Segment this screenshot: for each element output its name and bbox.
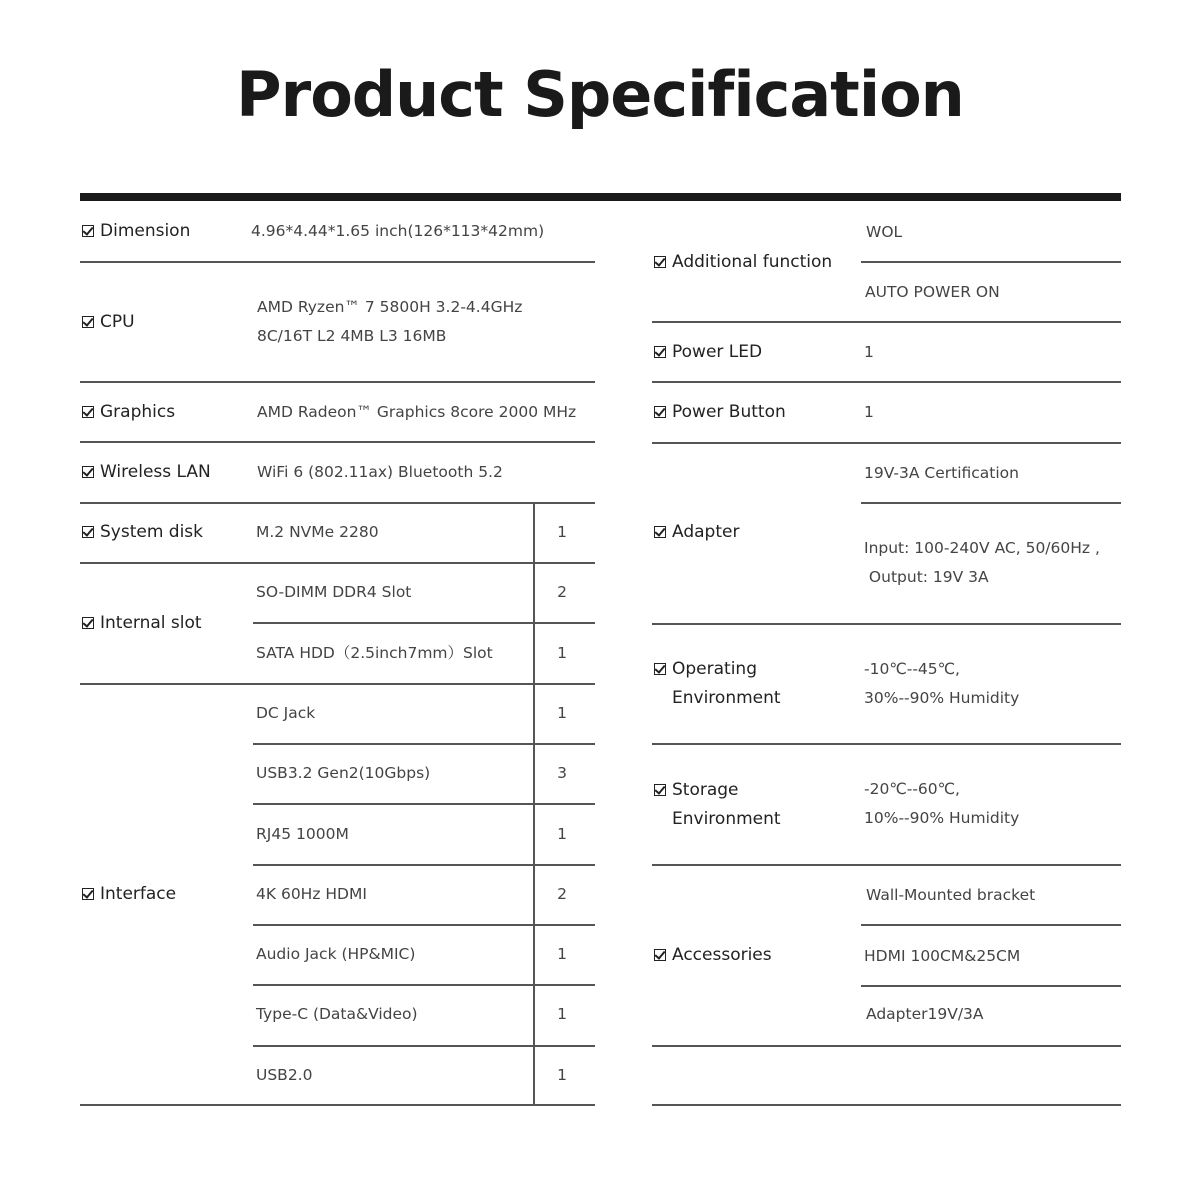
divider	[80, 502, 595, 504]
spec-label-wireless-lan: Wireless LAN	[82, 458, 211, 487]
divider	[80, 381, 595, 383]
spec-label-storage-environment: Storage Environment	[654, 776, 781, 834]
spec-qty-system-disk: 1	[557, 523, 567, 541]
checkbox-icon	[82, 406, 94, 418]
spec-qty-rj45: 1	[557, 825, 567, 843]
divider	[253, 743, 595, 745]
checkbox-icon	[654, 526, 666, 538]
spec-value-wall-mount: Wall-Mounted bracket	[866, 886, 1036, 904]
spec-value-system-disk: M.2 NVMe 2280	[256, 523, 379, 541]
spec-value-so-dimm: SO-DIMM DDR4 Slot	[256, 583, 412, 601]
divider	[253, 864, 595, 866]
spec-value-hdmi-cable: HDMI 100CM&25CM	[864, 947, 1021, 965]
spec-qty-dc-jack: 1	[557, 704, 567, 722]
spec-value-audio-jack: Audio Jack (HP&MIC)	[256, 945, 416, 963]
checkbox-icon	[82, 617, 94, 629]
divider	[652, 442, 1121, 444]
spec-label-additional-function: Additional function	[654, 248, 832, 277]
divider	[253, 622, 595, 624]
divider	[253, 803, 595, 805]
divider	[652, 1104, 1121, 1106]
spec-qty-type-c: 1	[557, 1005, 567, 1023]
spec-value-type-c: Type-C (Data&Video)	[256, 1005, 418, 1023]
spec-value-adapter-accessory: Adapter19V/3A	[866, 1005, 984, 1023]
checkbox-icon	[82, 225, 94, 237]
divider	[80, 562, 595, 564]
spec-qty-audio-jack: 1	[557, 945, 567, 963]
spec-value-sata-hdd: SATA HDD（2.5inch7mm）Slot	[256, 644, 493, 662]
spec-value-adapter-cert: 19V-3A Certification	[864, 464, 1019, 482]
divider	[80, 441, 595, 443]
divider	[652, 321, 1121, 323]
checkbox-icon	[654, 256, 666, 268]
checkbox-icon	[82, 888, 94, 900]
spec-value-usb32: USB3.2 Gen2(10Gbps)	[256, 764, 431, 782]
divider	[861, 924, 1121, 926]
divider	[861, 502, 1121, 504]
spec-label-graphics: Graphics	[82, 398, 175, 427]
spec-value-wol: WOL	[866, 223, 903, 241]
spec-value-auto-power-on: AUTO POWER ON	[865, 283, 1000, 301]
divider	[652, 1045, 1121, 1047]
page-title: Product Specification	[236, 58, 964, 131]
spec-value-power-button: 1	[864, 403, 874, 421]
spec-qty-hdmi: 2	[557, 885, 567, 903]
spec-label-power-led: Power LED	[654, 338, 762, 367]
divider	[253, 984, 595, 986]
checkbox-icon	[82, 466, 94, 478]
spec-label-dimension: Dimension	[82, 217, 190, 246]
spec-value-hdmi: 4K 60Hz HDMI	[256, 885, 367, 903]
checkbox-icon	[82, 316, 94, 328]
spec-value-rj45: RJ45 1000M	[256, 825, 349, 843]
divider	[861, 261, 1121, 263]
divider	[253, 924, 595, 926]
divider	[652, 623, 1121, 625]
checkbox-icon	[654, 784, 666, 796]
spec-label-internal-slot: Internal slot	[82, 609, 202, 638]
spec-value-usb20: USB2.0	[256, 1066, 313, 1084]
checkbox-icon	[654, 949, 666, 961]
spec-label-adapter: Adapter	[654, 518, 739, 547]
divider	[80, 261, 595, 263]
spec-value-power-led: 1	[864, 343, 874, 361]
spec-label-system-disk: System disk	[82, 518, 203, 547]
spec-value-storage-environment: -20℃--60℃, 10%--90% Humidity	[864, 780, 1020, 827]
spec-label-power-button: Power Button	[654, 398, 786, 427]
spec-qty-usb32: 3	[557, 764, 567, 782]
divider	[80, 683, 595, 685]
spec-label-operating-environment: Operating Environment	[654, 655, 781, 713]
spec-value-wireless-lan: WiFi 6 (802.11ax) Bluetooth 5.2	[257, 463, 503, 481]
spec-label-accessories: Accessories	[654, 941, 772, 970]
divider	[652, 743, 1121, 745]
divider	[80, 1104, 595, 1106]
spec-qty-usb20: 1	[557, 1066, 567, 1084]
top-divider	[80, 193, 1121, 201]
spec-value-dimension: 4.96*4.44*1.65 inch(126*113*42mm)	[251, 222, 545, 240]
spec-qty-so-dimm: 2	[557, 583, 567, 601]
spec-label-cpu: CPU	[82, 308, 135, 337]
checkbox-icon	[82, 526, 94, 538]
spec-value-cpu: AMD Ryzen™ 7 5800H 3.2-4.4GHz 8C/16T L2 4MB L3 16MB	[257, 298, 523, 345]
spec-qty-sata-hdd: 1	[557, 644, 567, 662]
spec-value-graphics: AMD Radeon™ Graphics 8core 2000 MHz	[257, 403, 577, 421]
divider	[652, 864, 1121, 866]
checkbox-icon	[654, 406, 666, 418]
spec-label-interface: Interface	[82, 880, 176, 909]
divider	[861, 985, 1121, 987]
checkbox-icon	[654, 346, 666, 358]
divider	[253, 1045, 595, 1047]
checkbox-icon	[654, 663, 666, 675]
spec-value-dc-jack: DC Jack	[256, 704, 316, 722]
spec-value-operating-environment: -10℃--45℃, 30%--90% Humidity	[864, 660, 1020, 707]
spec-value-adapter-io: Input: 100-240V AC, 50/60Hz , Output: 19V 3A	[864, 539, 1100, 586]
divider	[652, 381, 1121, 383]
